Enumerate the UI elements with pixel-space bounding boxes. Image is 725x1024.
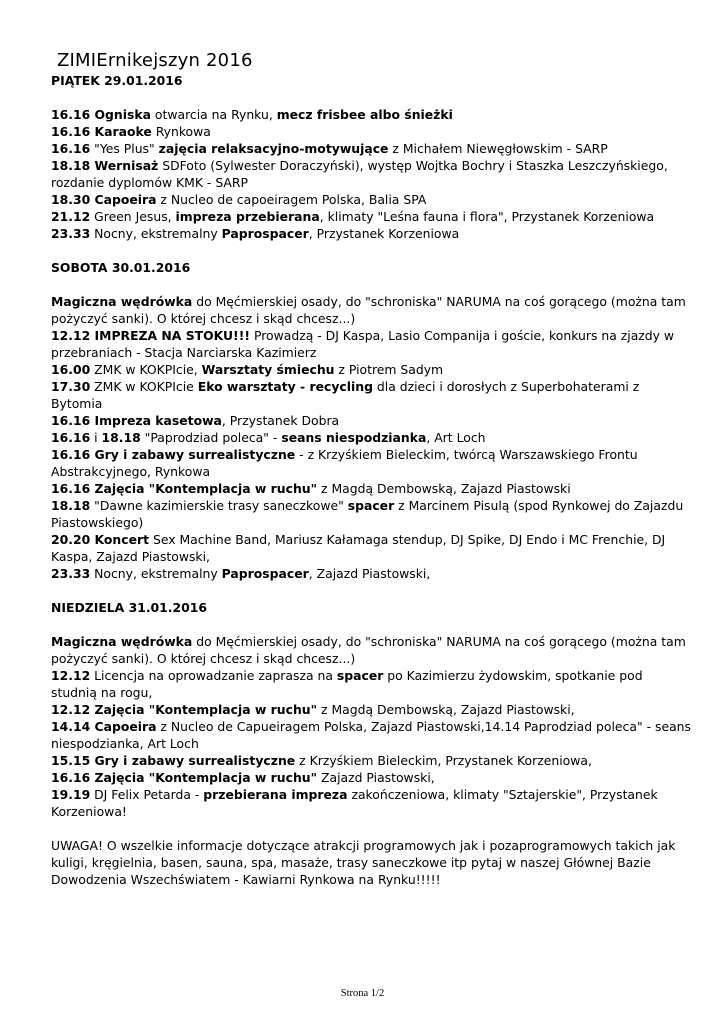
event-highlight: impreza przebierana [175,209,320,224]
event-text: Sex Machine Band, Mariusz Kałamaga stendup, DJ Spike, DJ Endo i MC Frenchie, DJ Kaspa, Zajazd Piastowski, [51,532,666,564]
event-text: ZMK w KOKPIcie [90,379,198,394]
day-heading: SOBOTA 30.01.2016 [51,260,191,275]
event-text: "Paprodziad poleca" - [140,430,282,445]
event-entry [51,769,691,786]
event-highlight: zajęcia relaksacyjno-motywujące [158,141,389,156]
event-highlight: 14.14 Capoeira [51,719,157,734]
event-highlight: 16.16 Zajęcia "Kontemplacja w ruchu" [51,481,318,496]
document-title: ZIMIErnikejszyn 2016 [57,50,253,71]
event-text: Zajazd Piastowski, [317,770,435,785]
event-highlight: 12.12 IMPREZA NA STOKU!!! [51,328,251,343]
event-entry [51,701,691,718]
event-highlight: 12.12 Zajęcia "Kontemplacja w ruchu" [51,702,318,717]
event-highlight: 12.12 [51,668,91,683]
day-heading: NIEDZIELA 31.01.2016 [51,600,207,615]
event-text: do Męćmierskiej osady, do "schroniska" NARUMA na coś gorącego (można tam pożyczyć sanki). O której chcesz i skąd chcesz...) [51,634,686,666]
event-entry [51,497,691,531]
event-highlight: 23.33 [51,566,91,581]
event-highlight: 18.30 Capoeira [51,192,157,207]
event-text: Licencja na oprowadzanie zaprasza na [90,668,337,683]
event-entry [51,412,691,429]
event-text: z Magdą Dembowską, Zajazd Piastowski [317,481,571,496]
event-entry [51,633,691,667]
event-text: , Zajazd Piastowski, [308,566,431,581]
event-highlight: 15.15 Gry i zabawy surrealistyczne [51,753,296,768]
event-text: otwarcia na Rynku, [150,107,277,122]
event-highlight: 16.16 [51,141,91,156]
day-section [51,582,691,820]
event-text: ZMK w KOKPIcie, [90,362,202,377]
event-highlight: 19.19 [51,787,91,802]
event-entry [51,531,691,565]
event-highlight: 18.18 Wernisaż [51,158,159,173]
event-text: Rynkowa [151,124,211,139]
event-highlight: 20.20 Koncert [51,532,150,547]
event-text: z Krzyśkiem Bieleckim, Przystanek Korzeniowa, [295,753,592,768]
day-section [51,242,691,582]
event-highlight: Eko warsztaty - recycling [197,379,373,394]
spacer [51,89,691,106]
event-highlight: Magiczna wędrówka [51,294,193,309]
event-highlight: 23.33 [51,226,91,241]
event-entry [51,327,691,361]
event-highlight: 16.00 [51,362,91,377]
event-entry [51,157,691,191]
event-entry [51,361,691,378]
event-text: , klimaty "Leśna fauna i flora", Przystanek Korzeniowa [319,209,655,224]
event-entry [51,140,691,157]
event-highlight: 16.16 Zajęcia "Kontemplacja w ruchu" [51,770,318,785]
event-entry [51,208,691,225]
spacer [51,582,691,599]
event-highlight: Magiczna wędrówka [51,634,193,649]
event-text: Prowadzą - DJ Kaspa, Lasio Companija i goście, konkurs na zjazdy w przebraniach - Stacja Narciarska Kazimierz [51,328,675,360]
event-text: do Męćmierskiej osady, do "schroniska" NARUMA na coś gorącego (można tam pożyczyć sanki). O której chcesz i skąd chcesz...) [51,294,686,326]
event-text: , Przystanek Dobra [221,413,340,428]
event-text: i [90,430,102,445]
event-entry [51,786,691,820]
event-highlight: 18.18 [101,430,141,445]
event-entry [51,378,691,412]
event-entry [51,106,691,123]
event-entry [51,123,691,140]
event-highlight: 16.16 Gry i zabawy surrealistyczne [51,447,296,462]
event-highlight: Warsztaty śmiechu [201,362,335,377]
event-text: "Yes Plus" [90,141,159,156]
event-entry [51,752,691,769]
event-text: z Nucleo de Capueiragem Polska, Zajazd Piastowski,14.14 Paprodziad poleca" - seans niespodzianka, Art Loch [51,719,691,751]
event-highlight: spacer [347,498,395,513]
event-text: - z Krzyśkiem Bieleckim, twórcą Warszawskiego Frontu Abstrakcyjnego, Rynkowa [51,447,638,479]
event-text: z Piotrem Sadym [334,362,444,377]
event-entry [51,565,691,582]
event-highlight: 16.16 Ogniska [51,107,151,122]
day-heading: PIĄTEK 29.01.2016 [51,73,183,88]
event-entry [51,718,691,752]
event-text: z Nucleo de capoeiragem Polska, Balia SPA [156,192,427,207]
event-highlight: mecz frisbee albo śnieżki [276,107,453,122]
event-highlight: 16.16 [51,430,91,445]
spacer [51,820,691,837]
event-text: po Kazimierzu żydowskim, spotkanie pod studnią na rogu, [51,668,643,700]
schedule [51,72,691,820]
event-highlight: Paprospacer [221,226,309,241]
event-highlight: 16.16 Karaoke [51,124,152,139]
event-text: z Magdą Dembowską, Zajazd Piastowski, [317,702,575,717]
event-text: z Marcinem Pisulą (spod Rynkowej do Zajazdu Piastowskiego) [51,498,684,530]
event-text: , Przystanek Korzeniowa [308,226,460,241]
event-text: Nocny, ekstremalny [90,226,222,241]
spacer [51,242,691,259]
event-text: "Dawne kazimierskie trasy saneczkowe" [90,498,348,513]
event-entry [51,429,691,446]
day-section [51,72,691,242]
event-text: dla dzieci i dorosłych z Superbohaterami z Bytomia [51,379,640,411]
event-text: DJ Felix Petarda - [90,787,204,802]
event-entry [51,225,691,242]
spacer [51,616,691,633]
event-entry [51,293,691,327]
event-text: Nocny, ekstremalny [90,566,222,581]
event-highlight: 18.18 [51,498,91,513]
event-highlight: 16.16 Impreza kasetowa [51,413,222,428]
page-footer: Strona 1/2 [340,988,385,999]
document-body [51,50,691,888]
notice-paragraph: UWAGA! O wszelkie informacje dotyczące atrakcji programowych jak i pozaprogramowych takich jak kuligi, kręgielnia, basen, sauna, spa, masaże, trasy saneczkowe itp pytaj w naszej Głównej Bazie Dowodzenia Wszechświatem - Kawiarni Rynkowa na Rynku!!!!! [51,838,676,887]
event-entry [51,446,691,480]
event-highlight: spacer [336,668,384,683]
event-entry [51,667,691,701]
spacer [51,276,691,293]
event-text: Green Jesus, [90,209,176,224]
event-text: zakończeniowa, klimaty "Sztajerskie", Przystanek Korzeniowa! [51,787,658,819]
event-text: z Michałem Niewęgłowskim - SARP [388,141,608,156]
event-highlight: Paprospacer [221,566,309,581]
event-highlight: przebierana impreza [203,787,348,802]
event-highlight: 17.30 [51,379,91,394]
event-entry [51,191,691,208]
event-text: SDFoto (Sylwester Doraczyński), występ Wojtka Bochry i Staszka Leszczyńskiego, rozdanie dyplomów KMK - SARP [51,158,668,190]
event-highlight: 21.12 [51,209,91,224]
event-text: , Art Loch [426,430,486,445]
event-highlight: seans niespodzianka [281,430,427,445]
event-entry [51,480,691,497]
